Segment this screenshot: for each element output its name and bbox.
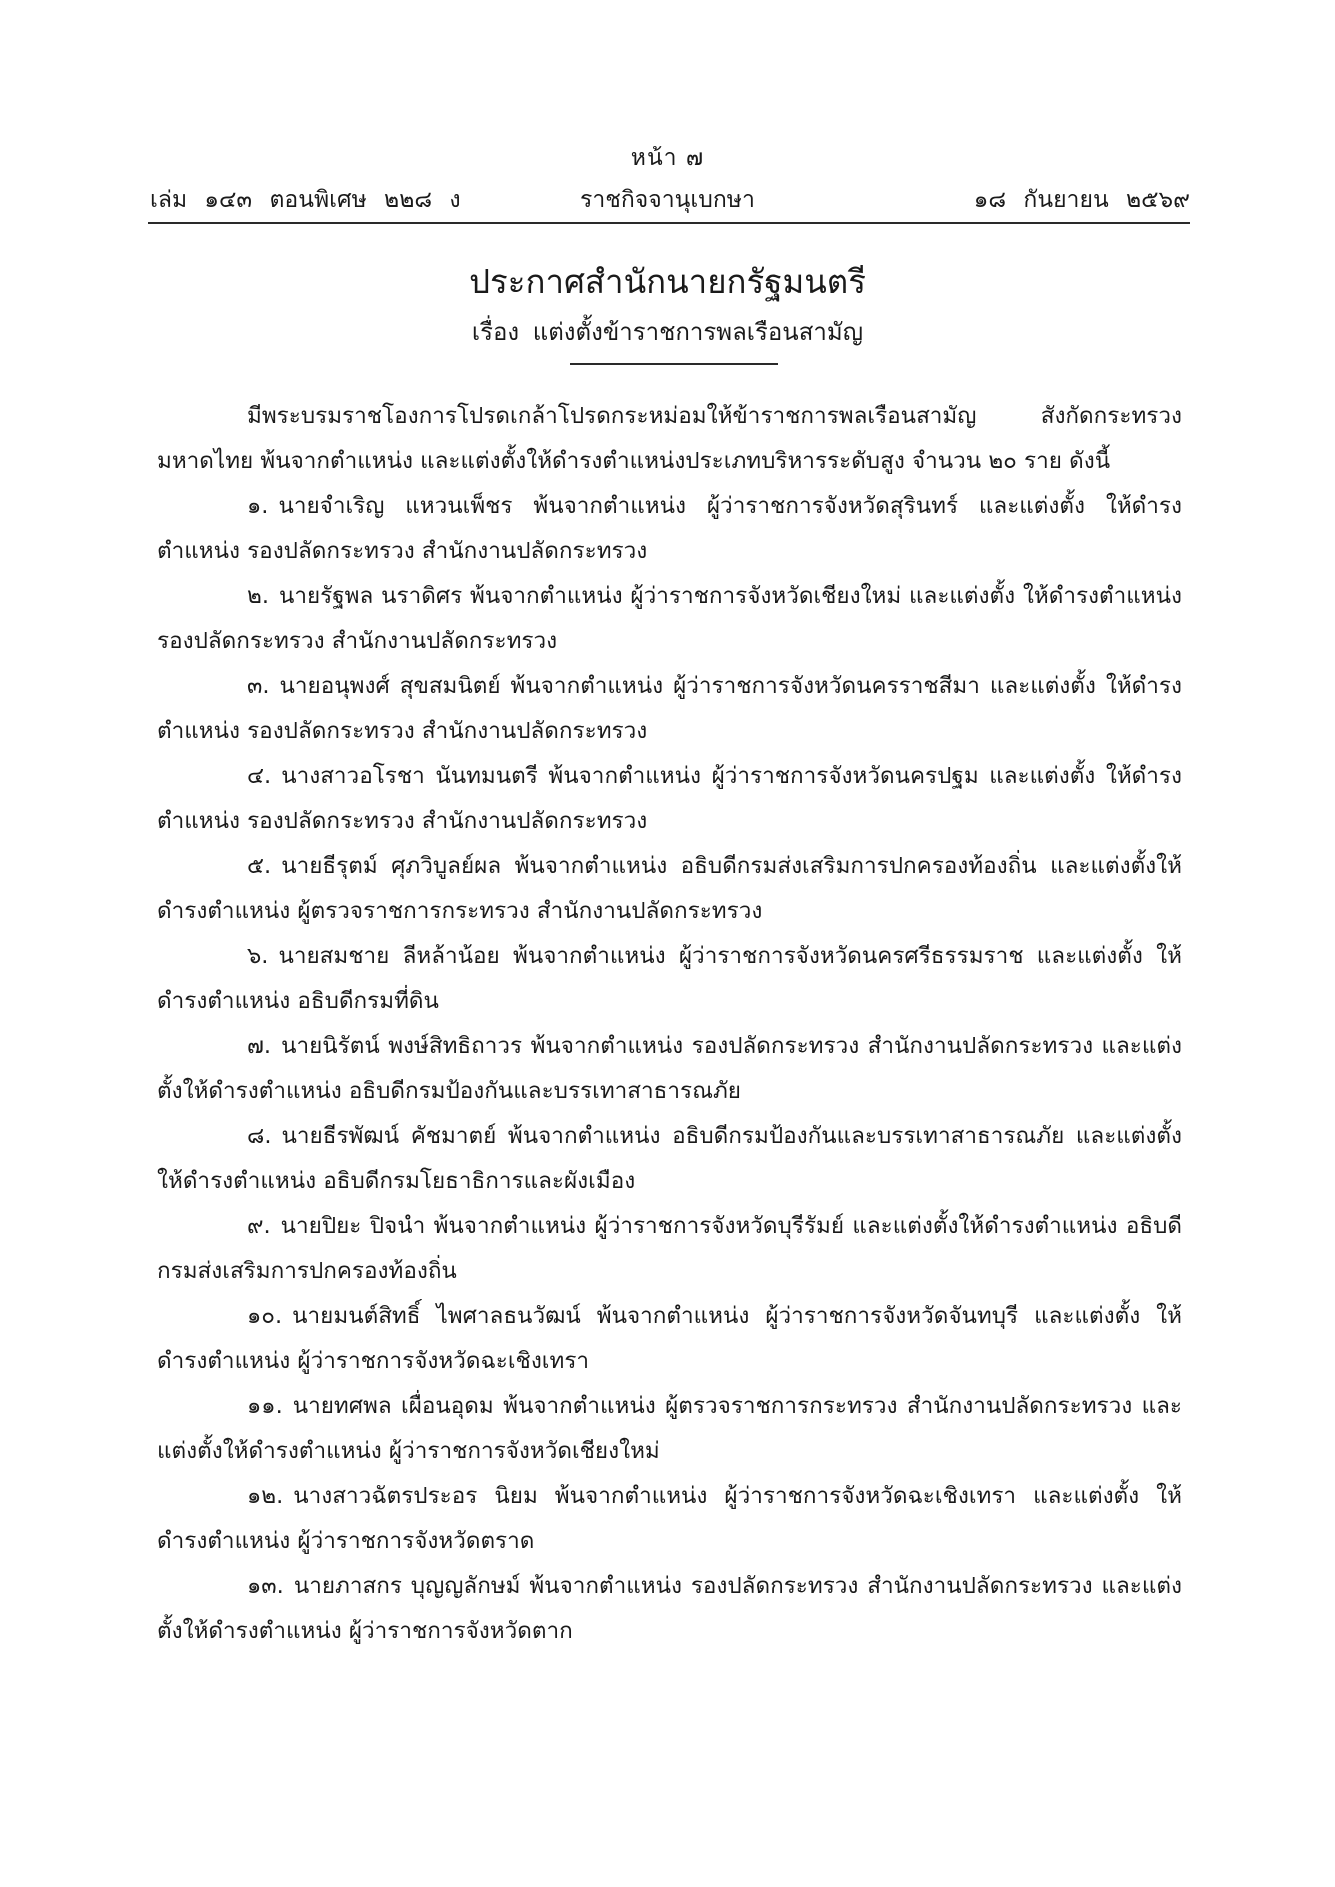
intro-paragraph: มีพระบรมราชโองการโปรดเกล้าโปรดกระหม่อมให้ข้าราชการพลเรือนสามัญ สังกัดกระทรวงมหาดไทย พ้นจากตำแหน่ง และแต่งตั้งให้ดำรงตำแหน่งประเภทบริหารระดับสูง จำนวน ๒๐ ราย ดังนี้ [157,403,1182,474]
item-number: ๑๐. [247,1303,283,1329]
page-number: หน้า ๗ [630,145,705,171]
item-number: ๖. [247,943,269,969]
item-number: ๓. [247,673,270,699]
appointment-item [157,1294,1182,1384]
item-number: ๘. [247,1123,272,1149]
appointment-item [157,1114,1182,1204]
appointment-item [157,664,1182,754]
item-number: ๗. [247,1033,272,1059]
item-text: นายนิรัตน์ พงษ์สิทธิถาวร พ้นจากตำแหน่ง รองปลัดกระทรวง สำนักงานปลัดกระทรวง และแต่งตั้งให้ดำรงตำแหน่ง อธิบดีกรมป้องกันและบรรเทาสาธารณภัย [157,1033,1182,1104]
item-text: นายธีรพัฒน์ คัชมาตย์ พ้นจากตำแหน่ง อธิบดีกรมป้องกันและบรรเทาสาธารณภัย และแต่งตั้งให้ดำรงตำแหน่ง อธิบดีกรมโยธาธิการและผังเมือง [157,1123,1182,1194]
item-number: ๕. [247,853,272,879]
appointment-item [157,1204,1182,1294]
appointment-item [157,754,1182,844]
gazette-header [150,182,1190,216]
appointment-item [157,484,1182,574]
item-text: นางสาวอโรชา นันทมนตรี พ้นจากตำแหน่ง ผู้ว่าราชการจังหวัดนครปฐม และแต่งตั้ง ให้ดำรงตำแหน่ง รองปลัดกระทรวง สำนักงานปลัดกระทรวง [157,763,1182,834]
item-number: ๑. [247,493,269,519]
item-text: นายปิยะ ปิจนำ พ้นจากตำแหน่ง ผู้ว่าราชการจังหวัดบุรีรัมย์ และแต่งตั้งให้ดำรงตำแหน่ง อธิบดีกรมส่งเสริมการปกครองท้องถิ่น [157,1213,1182,1284]
appointment-item [157,1384,1182,1474]
item-text: นายรัฐพล นราดิศร พ้นจากตำแหน่ง ผู้ว่าราชการจังหวัดเชียงใหม่ และแต่งตั้ง ให้ดำรงตำแหน่ง รองปลัดกระทรวง สำนักงานปลัดกระทรวง [157,583,1182,654]
item-text: นายธีรุตม์ ศุภวิบูลย์ผล พ้นจากตำแหน่ง อธิบดีกรมส่งเสริมการปกครองท้องถิ่น และแต่งตั้งให้ดำรงตำแหน่ง ผู้ตรวจราชการกระทรวง สำนักงานปลัดกระทรวง [157,853,1182,924]
announcement-title: ประกาศสำนักนายกรัฐมนตรี [469,262,866,301]
item-number: ๙. [247,1213,271,1239]
gazette-name: ราชกิจจานุเบกษา [580,187,755,213]
gazette-volume: เล่ม ๑๔๓ ตอนพิเศษ ๒๒๘ ง [150,187,461,213]
item-text: นางสาวฉัตรประอร นิยม พ้นจากตำแหน่ง ผู้ว่าราชการจังหวัดฉะเชิงเทรา และแต่งตั้ง ให้ดำรงตำแหน่ง ผู้ว่าราชการจังหวัดตราด [157,1483,1182,1554]
item-number: ๑๑. [247,1393,283,1419]
title-divider [570,363,778,365]
appointment-item [157,844,1182,934]
appointment-item [157,1024,1182,1114]
appointment-item [157,574,1182,664]
item-text: นายจำเริญ แหวนเพ็ชร พ้นจากตำแหน่ง ผู้ว่าราชการจังหวัดสุรินทร์ และแต่งตั้ง ให้ดำรงตำแหน่ง รองปลัดกระทรวง สำนักงานปลัดกระทรวง [157,493,1182,564]
header-divider [148,222,1190,224]
item-number: ๔. [247,763,272,789]
item-text: นายทศพล เผื่อนอุดม พ้นจากตำแหน่ง ผู้ตรวจราชการกระทรวง สำนักงานปลัดกระทรวง และแต่งตั้งให้ดำรงตำแหน่ง ผู้ว่าราชการจังหวัดเชียงใหม่ [157,1393,1182,1464]
item-number: ๑๓. [247,1573,284,1599]
item-number: ๒. [247,583,269,609]
appointment-item [157,1564,1182,1654]
appointment-item [157,934,1182,1024]
announcement-subject: เรื่อง แต่งตั้งข้าราชการพลเรือนสามัญ [471,318,864,346]
item-number: ๑๒. [247,1483,284,1509]
item-text: นายอนุพงศ์ สุขสมนิตย์ พ้นจากตำแหน่ง ผู้ว่าราชการจังหวัดนครราชสีมา และแต่งตั้ง ให้ดำรงตำแหน่ง รองปลัดกระทรวง สำนักงานปลัดกระทรวง [157,673,1182,744]
appointment-item [157,1474,1182,1564]
item-text: นายสมชาย ลีหล้าน้อย พ้นจากตำแหน่ง ผู้ว่าราชการจังหวัดนครศรีธรรมราช และแต่งตั้ง ให้ดำรงตำแหน่ง อธิบดีกรมที่ดิน [157,943,1182,1014]
gazette-date: ๑๘ กันยายน ๒๕๖๙ [973,187,1190,213]
announcement-body [157,394,1182,1654]
item-text: นายมนต์สิทธิ์ ไพศาลธนวัฒน์ พ้นจากตำแหน่ง ผู้ว่าราชการจังหวัดจันทบุรี และแต่งตั้ง ให้ดำรงตำแหน่ง ผู้ว่าราชการจังหวัดฉะเชิงเทรา [157,1303,1182,1374]
item-text: นายภาสกร บุญญลักษม์ พ้นจากตำแหน่ง รองปลัดกระทรวง สำนักงานปลัดกระทรวง และแต่งตั้งให้ดำรงตำแหน่ง ผู้ว่าราชการจังหวัดตาก [157,1573,1182,1644]
